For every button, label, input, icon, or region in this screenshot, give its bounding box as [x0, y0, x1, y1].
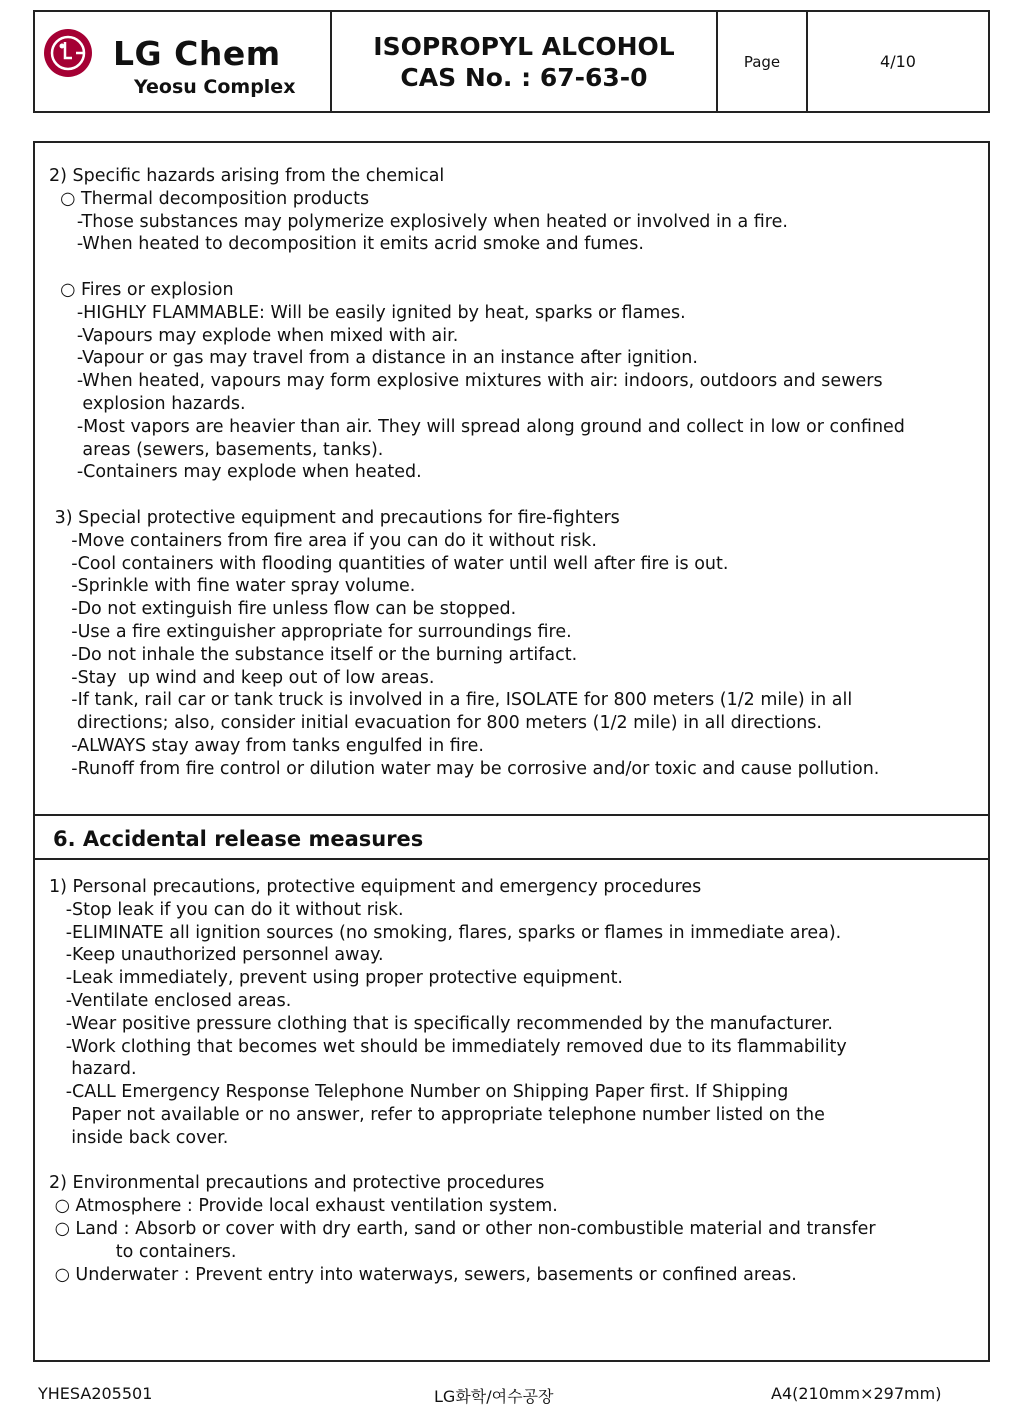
footer-company-korean: LG화학/여수공장	[434, 1387, 554, 1406]
text-line: -Vapours may explode when mixed with air.	[49, 325, 459, 346]
text-line: hazard.	[49, 1059, 137, 1080]
text-line: ○ Underwater : Prevent entry into waterways, sewers, basements or confined areas.	[49, 1264, 797, 1285]
text-line: -ELIMINATE all ignition sources (no smoking, flares, sparks or flames in immediate area).	[49, 922, 842, 943]
document-header	[33, 10, 990, 113]
logo-cell	[35, 12, 332, 111]
text-line: -Cool containers with flooding quantities of water until well after fire is out.	[49, 553, 729, 574]
text-line	[49, 1150, 982, 1173]
section-6-header	[33, 814, 990, 860]
title-cell	[332, 12, 718, 111]
section-6-title: 6. Accidental release measures	[53, 827, 424, 851]
text-line: Paper not available or no answer, refer to appropriate telephone number listed on the	[49, 1104, 825, 1125]
text-line: explosion hazards.	[49, 393, 246, 414]
text-line: 3) Special protective equipment and precautions for fire-fighters	[49, 507, 620, 528]
text-line: -CALL Emergency Response Telephone Number on Shipping Paper first. If Shipping	[49, 1082, 789, 1103]
text-line: -Move containers from fire area if you can do it without risk.	[49, 530, 597, 551]
text-line: -Wear positive pressure clothing that is specifically recommended by the manufacturer.	[49, 1013, 833, 1034]
section-6-box	[33, 858, 990, 1362]
text-line: 1) Personal precautions, protective equipment and emergency procedures	[49, 877, 702, 897]
text-line: -Keep unauthorized personnel away.	[49, 945, 384, 966]
text-line	[49, 484, 982, 507]
company-name: LG Chem	[113, 34, 281, 73]
product-name: ISOPROPYL ALCOHOL	[373, 31, 675, 61]
text-line: -Runoff from fire control or dilution water may be corrosive and/or toxic and cause pollution.	[49, 758, 880, 779]
text-line: -Ventilate enclosed areas.	[49, 990, 292, 1011]
text-line	[49, 256, 982, 279]
section-5-content	[49, 165, 982, 781]
text-line: -Stop leak if you can do it without risk.	[49, 899, 404, 920]
complex-name: Yeosu Complex	[134, 76, 296, 98]
text-line: -Work clothing that becomes wet should be immediately removed due to its flammability	[49, 1036, 847, 1057]
text-line: 2) Environmental precautions and protective procedures	[49, 1173, 545, 1194]
text-line: -Most vapors are heavier than air. They will spread along ground and collect in low or confined	[49, 416, 905, 437]
lg-logo-icon	[43, 28, 93, 78]
text-line: -Use a fire extinguisher appropriate for surroundings fire.	[49, 621, 572, 642]
text-line: -Sprinkle with fine water spray volume.	[49, 576, 416, 597]
section-6-content	[49, 876, 982, 1286]
text-line: -Those substances may polymerize explosively when heated or involved in a fire.	[49, 211, 788, 232]
text-line: -Do not inhale the substance itself or the burning artifact.	[49, 644, 578, 665]
text-line: -ALWAYS stay away from tanks engulfed in fire.	[49, 735, 484, 756]
page-number: 4/10	[880, 52, 916, 71]
footer-doc-code: YHESA205501	[38, 1384, 153, 1403]
section-5-continued-box	[33, 141, 990, 814]
text-line: ○ Fires or explosion	[49, 279, 234, 300]
text-line: -If tank, rail car or tank truck is involved in a fire, ISOLATE for 800 meters (1/2 mile) in all	[49, 690, 853, 711]
text-line: -When heated to decomposition it emits acrid smoke and fumes.	[49, 234, 644, 255]
text-line: to containers.	[49, 1241, 237, 1262]
text-line: -Containers may explode when heated.	[49, 462, 422, 483]
page-label: Page	[718, 12, 808, 111]
text-line: 2) Specific hazards arising from the chemical	[49, 166, 445, 186]
text-line: ○ Thermal decomposition products	[49, 188, 370, 209]
text-line: -When heated, vapours may form explosive mixtures with air: indoors, outdoors and sewers	[49, 371, 883, 392]
text-line: directions; also, consider initial evacuation for 800 meters (1/2 mile) in all directions.	[49, 713, 822, 734]
text-line: ○ Atmosphere : Provide local exhaust ventilation system.	[49, 1196, 558, 1217]
text-line: -HIGHLY FLAMMABLE: Will be easily ignited by heat, sparks or flames.	[49, 302, 686, 323]
text-line: areas (sewers, basements, tanks).	[49, 439, 384, 460]
cas-number: CAS No. : 67-63-0	[400, 62, 648, 92]
footer-paper-size: A4(210mm×297mm)	[771, 1384, 942, 1403]
text-line: -Leak immediately, prevent using proper protective equipment.	[49, 968, 623, 989]
text-line: inside back cover.	[49, 1127, 229, 1148]
text-line: -Vapour or gas may travel from a distance in an instance after ignition.	[49, 348, 698, 369]
text-line: ○ Land : Absorb or cover with dry earth, sand or other non-combustible material and transfer	[49, 1218, 876, 1239]
text-line: -Do not extinguish fire unless flow can be stopped.	[49, 599, 517, 620]
text-line: -Stay up wind and keep out of low areas.	[49, 667, 435, 688]
